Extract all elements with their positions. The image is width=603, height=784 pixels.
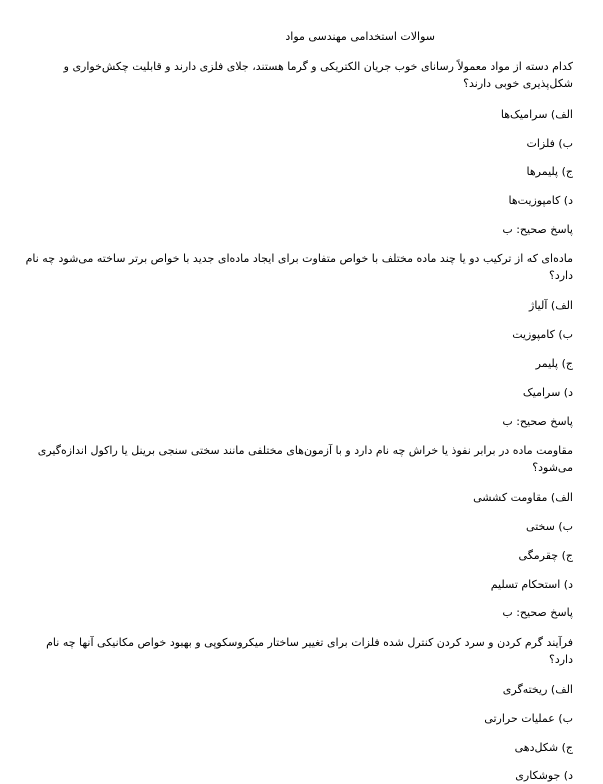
question-3-option-d: د) استحکام تسلیم xyxy=(490,578,573,591)
question-2-text: ماده‌ای که از ترکیب دو یا چند ماده مختلف با خواص متفاوت برای ایجاد ماده‌ای جدید با خواص برتر ساخته می‌شود چه نام دارد؟ xyxy=(25,252,573,282)
question-4-option-d: د) جوشکاری xyxy=(515,769,573,782)
question-2-option-d: د) سرامیک xyxy=(522,386,573,399)
question-1-option-d: د) کامپوزیت‌ها xyxy=(508,194,573,207)
question-3-option-c: ج) چقرمگی xyxy=(518,549,573,562)
question-3-answer: پاسخ صحیح: ب xyxy=(502,606,573,619)
question-2-option-c: ج) پلیمر xyxy=(535,357,573,370)
question-1-option-a: الف) سرامیک‌ها xyxy=(500,108,573,121)
question-4-option-b: ب) عملیات حرارتی xyxy=(484,712,573,725)
question-4-option-a: الف) ریخته‌گری xyxy=(502,683,573,696)
question-3-option-b: ب) سختی xyxy=(526,520,573,533)
question-2-option-b: ب) کامپوزیت xyxy=(512,328,573,341)
document-title: سوالات استخدامی مهندسی مواد xyxy=(285,30,435,43)
question-3-text: مقاومت ماده در برابر نفوذ یا خراش چه نام دارد و با آزمون‌های مختلفی مانند سختی سنجی برینل یا راکول اندازه‌گیری می‌شود؟ xyxy=(37,444,573,474)
question-4-option-c: ج) شکل‌دهی xyxy=(514,741,573,754)
question-3-option-a: الف) مقاومت کششی xyxy=(473,491,573,504)
question-2-answer: پاسخ صحیح: ب xyxy=(502,415,573,428)
question-1-answer: پاسخ صحیح: ب xyxy=(502,223,573,236)
question-4-text: فرآیند گرم کردن و سرد کردن کنترل شده فلزات برای تغییر ساختار میکروسکوپی و بهبود خواص مکانیکی آنها چه نام دارد؟ xyxy=(46,636,573,666)
question-1-option-b: ب) فلزات xyxy=(526,137,573,150)
question-2-option-a: الف) آلیاژ xyxy=(529,299,573,312)
question-1-text: کدام دسته از مواد معمولاً رسانای خوب جریان الکتریکی و گرما هستند، جلای فلزی دارند و قابلیت چکش‌خواری و شکل‌پذیری خوبی دارند؟ xyxy=(63,60,573,90)
question-1-option-c: ج) پلیمرها xyxy=(526,165,573,178)
